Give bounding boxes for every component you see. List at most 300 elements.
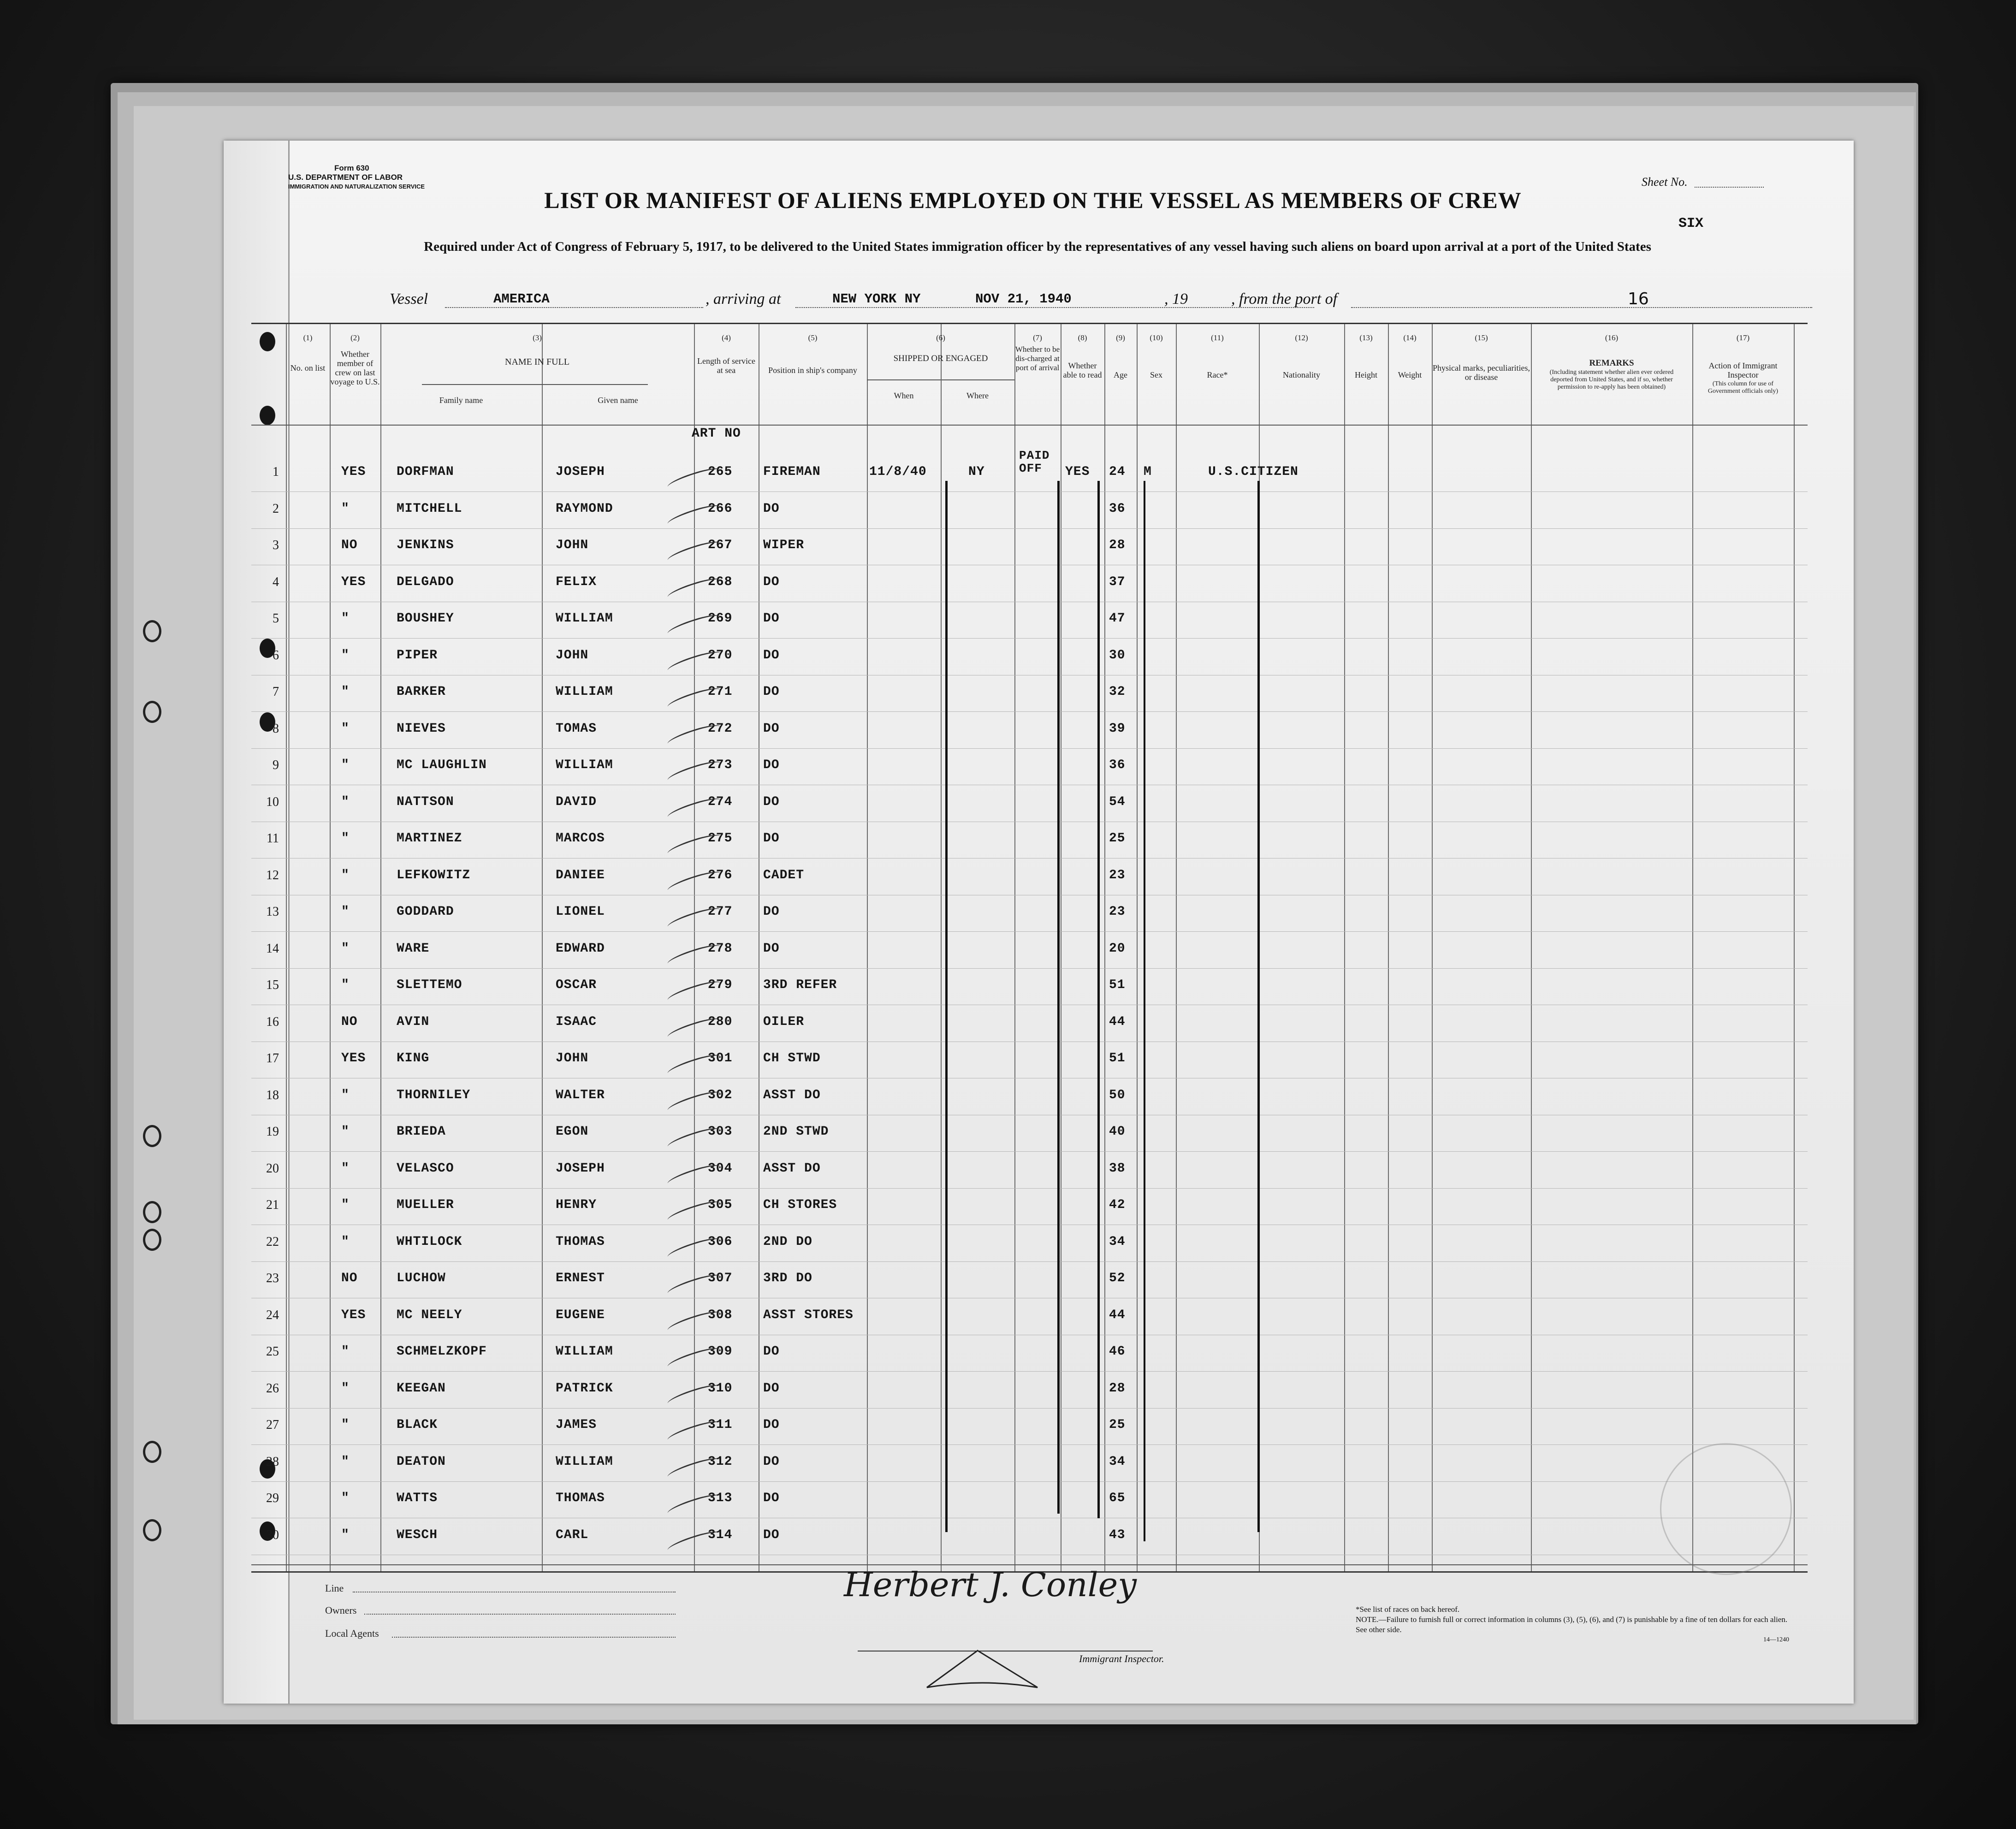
cell-no: 28 bbox=[266, 1454, 279, 1469]
sheet-number-value: SIX bbox=[1678, 216, 1704, 231]
column-divider bbox=[1104, 324, 1105, 1571]
row-rule bbox=[251, 638, 1808, 639]
cell-given: JAMES bbox=[556, 1418, 597, 1432]
cell-position: ASST DO bbox=[763, 1161, 821, 1176]
ditto-line-sex bbox=[1144, 481, 1145, 1541]
cell-length: 271 bbox=[708, 685, 733, 699]
row-rule bbox=[251, 1261, 1808, 1262]
cell-length: 302 bbox=[708, 1088, 733, 1102]
cell-voyage: " bbox=[341, 1161, 350, 1176]
cell-given: PATRICK bbox=[556, 1381, 613, 1396]
cell-position: DO bbox=[763, 574, 780, 589]
row1-sex: M bbox=[1144, 465, 1152, 479]
vessel-line bbox=[390, 290, 1911, 314]
cell-age: 36 bbox=[1109, 501, 1126, 516]
cell-family: SCHMELZKOPF bbox=[397, 1344, 487, 1359]
cell-length: 279 bbox=[708, 978, 733, 992]
cell-no: 13 bbox=[266, 905, 279, 919]
page-number-handwritten: 16 bbox=[1628, 290, 1649, 308]
col-header-nationality: Nationality bbox=[1283, 370, 1320, 379]
column-divider bbox=[1344, 324, 1345, 1571]
cell-given: THOMAS bbox=[556, 1234, 605, 1249]
cell-voyage: " bbox=[341, 1234, 350, 1249]
year-label: , 19 bbox=[1164, 290, 1188, 308]
punch-hole bbox=[143, 1441, 161, 1463]
cell-family: MUELLER bbox=[397, 1198, 454, 1212]
cell-length: 308 bbox=[708, 1308, 733, 1322]
column-number: (1) bbox=[303, 333, 313, 342]
column-divider bbox=[941, 324, 942, 1571]
cell-family: VELASCO bbox=[397, 1161, 454, 1176]
cell-age: 39 bbox=[1109, 721, 1126, 736]
agents-dots bbox=[392, 1637, 676, 1638]
cell-no: 18 bbox=[266, 1088, 279, 1102]
cell-length: 265 bbox=[708, 465, 733, 479]
cell-voyage: " bbox=[341, 1491, 350, 1505]
cell-length: 313 bbox=[708, 1491, 733, 1505]
cell-family: MARTINEZ bbox=[397, 831, 462, 846]
cell-no: 24 bbox=[266, 1308, 279, 1322]
cell-family: NATTSON bbox=[397, 794, 454, 809]
cell-family: JENKINS bbox=[397, 538, 454, 552]
cell-no: 4 bbox=[273, 574, 279, 589]
column-number: (15) bbox=[1475, 333, 1488, 342]
cell-length: 312 bbox=[708, 1454, 733, 1469]
vessel-label: Vessel bbox=[390, 290, 428, 308]
row-rule bbox=[251, 968, 1808, 969]
form-code: 14—1240 bbox=[1763, 1636, 1789, 1643]
cell-voyage: " bbox=[341, 868, 350, 882]
cell-age: 34 bbox=[1109, 1234, 1126, 1249]
cell-given: THOMAS bbox=[556, 1491, 605, 1505]
punch-hole bbox=[143, 701, 161, 723]
cell-age: 51 bbox=[1109, 1051, 1126, 1065]
cell-voyage: " bbox=[341, 758, 350, 772]
ditto-line-when bbox=[945, 481, 948, 1532]
cell-age: 51 bbox=[1109, 978, 1126, 992]
col-header-remarks: REMARKS bbox=[1589, 358, 1634, 368]
cell-position: 3RD DO bbox=[763, 1271, 812, 1285]
cell-family: LUCHOW bbox=[397, 1271, 446, 1285]
penalty-note: NOTE.—Failure to furnish full or correct information in columns (3), (5), (6), and (7) is punishable by a fine of ten dollars for each alien. See other side. bbox=[1356, 1615, 1788, 1634]
cell-length: 305 bbox=[708, 1198, 733, 1212]
signature-flourish bbox=[922, 1641, 1042, 1692]
cell-voyage: " bbox=[341, 1088, 350, 1102]
col-header-sex: Sex bbox=[1150, 370, 1162, 379]
cell-no: 30 bbox=[266, 1527, 279, 1542]
cell-position: DO bbox=[763, 501, 780, 516]
cell-given: EGON bbox=[556, 1125, 589, 1139]
cell-family: LEFKOWITZ bbox=[397, 868, 471, 882]
cell-length: 269 bbox=[708, 611, 733, 626]
name-rule bbox=[422, 384, 648, 385]
cell-no: 2 bbox=[273, 501, 279, 516]
cell-age: 50 bbox=[1109, 1088, 1126, 1102]
cell-given: JOHN bbox=[556, 538, 589, 552]
col-header-action: Action of Immigrant Inspector bbox=[1708, 361, 1778, 379]
cell-age: 44 bbox=[1109, 1308, 1126, 1322]
cell-given: OSCAR bbox=[556, 978, 597, 992]
cell-voyage: " bbox=[341, 905, 350, 919]
cell-age: 34 bbox=[1109, 1454, 1126, 1469]
col-header-where: Where bbox=[966, 391, 989, 400]
row1-race: U.S.CITIZEN bbox=[1208, 465, 1299, 479]
cell-no: 6 bbox=[273, 648, 279, 663]
cell-length: 270 bbox=[708, 648, 733, 663]
column-number: (8) bbox=[1078, 333, 1087, 342]
cell-voyage: " bbox=[341, 1454, 350, 1469]
cell-family: WESCH bbox=[397, 1527, 438, 1542]
cell-position: CADET bbox=[763, 868, 805, 882]
cell-no: 27 bbox=[266, 1418, 279, 1432]
column-divider bbox=[286, 324, 287, 1571]
cell-given: DANIEE bbox=[556, 868, 605, 882]
inspector-label: Immigrant Inspector. bbox=[1079, 1653, 1164, 1664]
cell-no: 12 bbox=[266, 868, 279, 882]
cell-voyage: " bbox=[341, 941, 350, 956]
cell-given: ISAAC bbox=[556, 1014, 597, 1029]
cell-no: 17 bbox=[266, 1051, 279, 1065]
cell-length: 274 bbox=[708, 794, 733, 809]
cell-given: DAVID bbox=[556, 794, 597, 809]
cell-family: MC LAUGHLIN bbox=[397, 758, 487, 772]
cell-position: WIPER bbox=[763, 538, 805, 552]
cell-given: WILLIAM bbox=[556, 1344, 613, 1359]
column-divider bbox=[380, 324, 381, 1571]
cell-family: DORFMAN bbox=[397, 465, 454, 479]
cell-no: 14 bbox=[266, 941, 279, 956]
cell-voyage: " bbox=[341, 685, 350, 699]
cell-no: 7 bbox=[273, 685, 279, 699]
cell-position: 3RD REFER bbox=[763, 978, 837, 992]
cell-voyage: " bbox=[341, 831, 350, 846]
cell-no: 25 bbox=[266, 1344, 279, 1359]
local-agents-label: Local Agents bbox=[325, 1628, 379, 1639]
row-rule bbox=[251, 711, 1808, 712]
column-divider bbox=[1794, 324, 1795, 1571]
cell-length: 278 bbox=[708, 941, 733, 956]
cell-family: WATTS bbox=[397, 1491, 438, 1505]
page-subtitle: Required under Act of Congress of February 5, 1917, to be delivered to the United States immigration officer by the representatives of any vessel having such aliens on board upon arrival at a port of the United States bbox=[424, 239, 1651, 254]
cell-voyage: YES bbox=[341, 574, 366, 589]
cell-given: TOMAS bbox=[556, 721, 597, 736]
vessel-name: AMERICA bbox=[493, 291, 550, 307]
cell-position: DO bbox=[763, 794, 780, 809]
cell-voyage: " bbox=[341, 1418, 350, 1432]
column-divider bbox=[542, 324, 543, 1571]
column-number: (4) bbox=[722, 333, 731, 342]
cell-position: DO bbox=[763, 941, 780, 956]
column-divider bbox=[1176, 324, 1177, 1571]
cell-given: ERNEST bbox=[556, 1271, 605, 1285]
cell-family: BARKER bbox=[397, 685, 446, 699]
cell-given: WILLIAM bbox=[556, 611, 613, 626]
vessel-dots bbox=[445, 290, 703, 308]
punch-hole bbox=[143, 1125, 161, 1147]
cell-position: FIREMAN bbox=[763, 465, 821, 479]
ditto-line-discharged bbox=[1057, 481, 1060, 1514]
cell-age: 23 bbox=[1109, 868, 1126, 882]
row-rule bbox=[251, 491, 1808, 492]
cell-given: HENRY bbox=[556, 1198, 597, 1212]
cell-family: MITCHELL bbox=[397, 501, 462, 516]
cell-age: 20 bbox=[1109, 941, 1126, 956]
cell-voyage: " bbox=[341, 1527, 350, 1542]
cell-given: CARL bbox=[556, 1527, 589, 1542]
cell-no: 1 bbox=[273, 465, 279, 479]
cell-length: 311 bbox=[708, 1418, 733, 1432]
cell-position: DO bbox=[763, 758, 780, 772]
row-rule bbox=[251, 931, 1808, 932]
cell-age: 25 bbox=[1109, 1418, 1126, 1432]
cell-age: 40 bbox=[1109, 1125, 1126, 1139]
cell-length: 275 bbox=[708, 831, 733, 846]
cell-position: ASST DO bbox=[763, 1088, 821, 1102]
cell-length: 267 bbox=[708, 538, 733, 552]
cell-given: WILLIAM bbox=[556, 758, 613, 772]
cell-position: DO bbox=[763, 831, 780, 846]
cell-position: DO bbox=[763, 1418, 780, 1432]
column-divider bbox=[1531, 324, 1532, 1571]
cell-length: 266 bbox=[708, 501, 733, 516]
cell-position: DO bbox=[763, 648, 780, 663]
cell-voyage: " bbox=[341, 611, 350, 626]
column-divider bbox=[1388, 324, 1389, 1571]
column-divider bbox=[330, 324, 331, 1571]
cell-family: DELGADO bbox=[397, 574, 454, 589]
cell-family: KING bbox=[397, 1051, 430, 1065]
col-header-shipped: SHIPPED OR ENGAGED bbox=[893, 354, 988, 363]
form-identifier bbox=[288, 164, 425, 191]
cell-position: DO bbox=[763, 1491, 780, 1505]
column-divider bbox=[1432, 324, 1433, 1571]
column-number: (2) bbox=[350, 333, 360, 342]
row-rule bbox=[251, 1444, 1808, 1445]
cell-no: 15 bbox=[266, 978, 279, 992]
cell-no: 26 bbox=[266, 1381, 279, 1396]
column-divider bbox=[941, 379, 942, 425]
cell-age: 25 bbox=[1109, 831, 1126, 846]
cell-voyage: YES bbox=[341, 1051, 366, 1065]
column-divider bbox=[1137, 324, 1138, 1571]
cell-age: 65 bbox=[1109, 1491, 1126, 1505]
arriving-label: , arriving at bbox=[706, 290, 781, 308]
cell-family: BLACK bbox=[397, 1418, 438, 1432]
col-header-discharged: Whether to be dis-charged at port of arrival bbox=[1015, 345, 1060, 372]
cell-position: 2ND DO bbox=[763, 1234, 812, 1249]
crew-manifest-table bbox=[251, 323, 1808, 1573]
column-divider bbox=[1014, 324, 1015, 1571]
cell-age: 30 bbox=[1109, 648, 1126, 663]
cell-voyage: NO bbox=[341, 538, 358, 552]
column-number: (3) bbox=[533, 333, 542, 342]
cell-no: 23 bbox=[266, 1271, 279, 1285]
cell-position: ASST STORES bbox=[763, 1308, 854, 1322]
column-number: (6) bbox=[936, 333, 945, 342]
cell-age: 37 bbox=[1109, 574, 1126, 589]
column-divider bbox=[1692, 324, 1693, 1571]
column-number: (10) bbox=[1150, 333, 1163, 342]
column-number: (16) bbox=[1605, 333, 1619, 342]
row1-discharged: PAID OFF bbox=[1019, 449, 1050, 475]
col-header-family: Family name bbox=[439, 396, 483, 405]
col-header-race: Race* bbox=[1207, 370, 1228, 379]
cell-position: DO bbox=[763, 1381, 780, 1396]
arrival-date: NOV 21, 1940 bbox=[975, 291, 1072, 307]
row1-when: 11/8/40 bbox=[869, 465, 927, 479]
cell-length: 301 bbox=[708, 1051, 733, 1065]
art-no-label: ART NO bbox=[692, 426, 741, 441]
col-header-when: When bbox=[894, 391, 914, 400]
col-header-voyage: Whether member of crew on last voyage to U.S. bbox=[330, 349, 380, 386]
cell-family: AVIN bbox=[397, 1014, 430, 1029]
cell-no: 11 bbox=[267, 831, 279, 846]
cell-position: DO bbox=[763, 905, 780, 919]
cell-family: KEEGAN bbox=[397, 1381, 446, 1396]
cell-age: 32 bbox=[1109, 685, 1126, 699]
column-number: (12) bbox=[1295, 333, 1308, 342]
cell-age: 52 bbox=[1109, 1271, 1126, 1285]
cell-age: 42 bbox=[1109, 1198, 1126, 1212]
cell-family: BRIEDA bbox=[397, 1125, 446, 1139]
cell-length: 280 bbox=[708, 1014, 733, 1029]
col-header-height: Height bbox=[1355, 370, 1377, 379]
row-rule bbox=[251, 1371, 1808, 1372]
cell-length: 314 bbox=[708, 1527, 733, 1542]
cell-position: OILER bbox=[763, 1014, 805, 1029]
cell-no: 21 bbox=[266, 1198, 279, 1212]
col-header-position: Position in ship's company bbox=[768, 366, 857, 375]
col-header-age: Age bbox=[1114, 370, 1127, 379]
sheet-number-line bbox=[1695, 187, 1764, 188]
cell-position: 2ND STWD bbox=[763, 1125, 829, 1139]
col-header-action-detail: (This column for use of Government officials only) bbox=[1708, 380, 1779, 395]
col-header-no: No. on list bbox=[290, 363, 326, 373]
cell-given: EDWARD bbox=[556, 941, 605, 956]
cell-given: JOSEPH bbox=[556, 1161, 605, 1176]
column-number: (13) bbox=[1359, 333, 1373, 342]
row-rule bbox=[251, 1188, 1808, 1189]
row-rule bbox=[251, 1481, 1808, 1482]
punch-hole bbox=[143, 620, 161, 642]
cell-family: PIPER bbox=[397, 648, 438, 663]
cell-voyage: YES bbox=[341, 1308, 366, 1322]
punch-hole bbox=[143, 1201, 161, 1223]
cell-family: GODDARD bbox=[397, 905, 454, 919]
col-header-length: Length of service at sea bbox=[697, 356, 755, 375]
col-header-remarks-detail: (Including statement whether alien ever ordered deported from United States, and if so, whether permission to re-apply has been obtained) bbox=[1549, 369, 1674, 391]
cell-given: MARCOS bbox=[556, 831, 605, 846]
punch-hole bbox=[143, 1229, 161, 1251]
cell-length: 268 bbox=[708, 574, 733, 589]
cell-age: 24 bbox=[1109, 465, 1126, 479]
cell-voyage: " bbox=[341, 1198, 350, 1212]
cell-voyage: " bbox=[341, 794, 350, 809]
cell-age: 28 bbox=[1109, 538, 1126, 552]
cell-age: 54 bbox=[1109, 794, 1126, 809]
cell-length: 309 bbox=[708, 1344, 733, 1359]
cell-given: WALTER bbox=[556, 1088, 605, 1102]
race-note: *See list of races on back hereof. bbox=[1356, 1605, 1460, 1614]
cell-family: SLETTEMO bbox=[397, 978, 462, 992]
cell-family: WHTILOCK bbox=[397, 1234, 462, 1249]
cell-family: NIEVES bbox=[397, 721, 446, 736]
cell-given: JOHN bbox=[556, 648, 589, 663]
row-rule bbox=[251, 1151, 1808, 1152]
cell-age: 44 bbox=[1109, 1014, 1126, 1029]
cell-position: DO bbox=[763, 611, 780, 626]
cell-length: 273 bbox=[708, 758, 733, 772]
cell-given: JOHN bbox=[556, 1051, 589, 1065]
column-number: (7) bbox=[1033, 333, 1042, 342]
col-header-physical: Physical marks, peculiarities, or disease bbox=[1433, 363, 1530, 382]
cell-age: 43 bbox=[1109, 1527, 1126, 1542]
cell-length: 277 bbox=[708, 905, 733, 919]
cell-position: DO bbox=[763, 721, 780, 736]
cell-position: DO bbox=[763, 1454, 780, 1469]
cell-no: 16 bbox=[266, 1014, 279, 1029]
cell-given: EUGENE bbox=[556, 1308, 605, 1322]
ditto-line-race bbox=[1257, 481, 1260, 1532]
cell-length: 307 bbox=[708, 1271, 733, 1285]
cell-no: 5 bbox=[273, 611, 279, 626]
cell-age: 38 bbox=[1109, 1161, 1126, 1176]
col-header-weight: Weight bbox=[1398, 370, 1422, 379]
cell-voyage: " bbox=[341, 721, 350, 736]
cell-voyage: " bbox=[341, 1125, 350, 1139]
row-rule bbox=[251, 1408, 1808, 1409]
cell-voyage: " bbox=[341, 978, 350, 992]
arriving-port: NEW YORK NY bbox=[832, 291, 921, 307]
cell-length: 272 bbox=[708, 721, 733, 736]
inspector-signature: Herbert J. Conley bbox=[844, 1565, 1137, 1604]
row1-read: YES bbox=[1065, 465, 1090, 479]
column-number: (11) bbox=[1211, 333, 1224, 342]
header-rule bbox=[251, 425, 1808, 426]
cell-no: 3 bbox=[273, 538, 279, 552]
cell-length: 310 bbox=[708, 1381, 733, 1396]
column-number: (14) bbox=[1403, 333, 1417, 342]
col-header-read: Whether able to read bbox=[1063, 361, 1102, 379]
cell-position: DO bbox=[763, 1527, 780, 1542]
footnote bbox=[1356, 1604, 1789, 1645]
col-header-name: NAME IN FULL bbox=[505, 357, 569, 367]
from-port-dots bbox=[1351, 290, 1812, 308]
cell-no: 8 bbox=[273, 721, 279, 736]
row-rule bbox=[251, 528, 1808, 529]
cell-given: RAYMOND bbox=[556, 501, 613, 516]
line-label: Line bbox=[325, 1582, 344, 1594]
department-name: U.S. DEPARTMENT OF LABOR bbox=[288, 173, 403, 182]
cell-position: DO bbox=[763, 1344, 780, 1359]
row-rule bbox=[251, 748, 1808, 749]
cell-voyage: " bbox=[341, 1381, 350, 1396]
cell-given: JOSEPH bbox=[556, 465, 605, 479]
ditto-line-read bbox=[1097, 481, 1100, 1518]
cell-voyage: " bbox=[341, 501, 350, 516]
from-port-label: , from the port of bbox=[1231, 290, 1338, 308]
cell-given: WILLIAM bbox=[556, 685, 613, 699]
cell-family: MC NEELY bbox=[397, 1308, 462, 1322]
service-name: IMMIGRATION AND NATURALIZATION SERVICE bbox=[288, 183, 425, 190]
cell-family: BOUSHEY bbox=[397, 611, 454, 626]
cell-position: DO bbox=[763, 685, 780, 699]
cell-position: CH STORES bbox=[763, 1198, 837, 1212]
cell-voyage: YES bbox=[341, 465, 366, 479]
cell-no: 10 bbox=[266, 794, 279, 809]
cell-age: 23 bbox=[1109, 905, 1126, 919]
owners-label: Owners bbox=[325, 1604, 357, 1616]
